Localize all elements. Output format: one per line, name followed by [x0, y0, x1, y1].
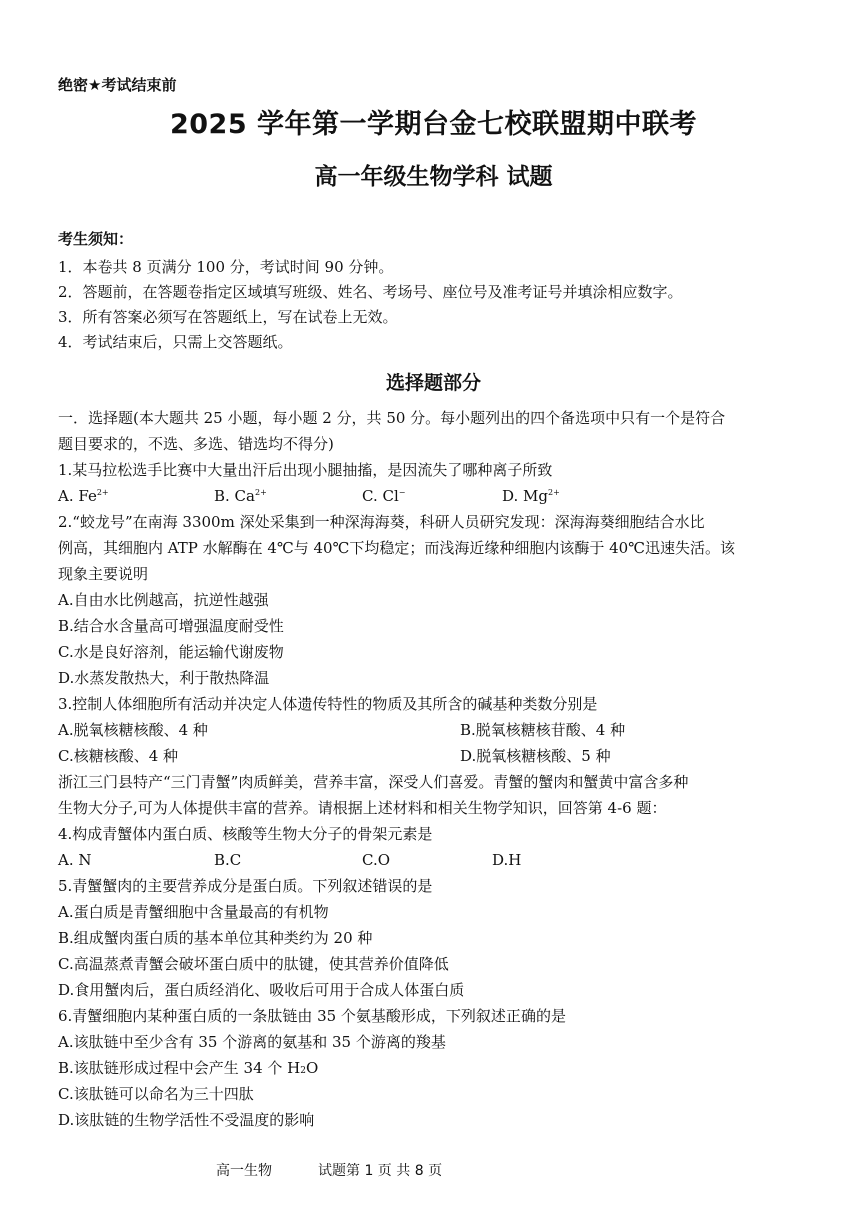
- option-text: C. Cl: [362, 487, 399, 505]
- option-text: A. Fe: [58, 487, 97, 505]
- question-2-option-a: A.自由水比例越高，抗逆性越强: [58, 591, 269, 609]
- question-1-option-b: [214, 486, 267, 506]
- section-title: 选择题部分: [385, 372, 481, 394]
- question-2-stem-line: 2.“蛟龙号”在南海 3300m 深处采集到一种深海海葵，科研人员研究发现：深海海葵细胞结合水比: [58, 513, 705, 531]
- question-2-stem-line: 例高，其细胞内 ATP 水解酶在 4℃与 40℃下均稳定；而浅海近缘种细胞内该酶于 40℃迅速失活。该: [58, 539, 736, 557]
- notice-item: 3．所有答案必须写在答题纸上，写在试卷上无效。: [58, 308, 398, 326]
- option-text: B. Ca: [214, 487, 255, 505]
- question-3-option-a: A.脱氧核糖核酸、4 种: [58, 721, 208, 739]
- question-1-option-a: [58, 486, 109, 506]
- question-6-stem: 6.青蟹细胞内某种蛋白质的一条肽链由 35 个氨基酸形成，下列叙述正确的是: [58, 1007, 566, 1025]
- notice-item: 4．考试结束后，只需上交答题纸。: [58, 333, 293, 351]
- exam-title: 2025 学年第一学期台金七校联盟期中联考: [169, 109, 698, 140]
- subscript: 2: [300, 1066, 306, 1076]
- part-instructions-line: 题目要求的，不选、多选、错选均不得分): [58, 435, 334, 453]
- ion-charge: 2+: [96, 488, 109, 497]
- question-4-stem: 4.构成青蟹体内蛋白质、核酸等生物大分子的骨架元素是: [58, 825, 433, 843]
- notice-item: 2．答题前，在答题卷指定区域填写班级、姓名、考场号、座位号及准考证号并填涂相应数字。: [58, 283, 683, 301]
- question-4-option-d: D.H: [492, 851, 522, 869]
- material-text-line: 浙江三门县特产“三门青蟹”肉质鲜美，营养丰富，深受人们喜爱。青蟹的蟹肉和蟹黄中富含多种: [58, 773, 689, 791]
- question-2-option-b: B.结合水含量高可增强温度耐受性: [58, 617, 284, 635]
- option-text: O: [306, 1059, 319, 1077]
- question-2-option-d: D.水蒸发散热大，利于散热降温: [58, 669, 270, 687]
- notice-heading: 考生须知：: [58, 230, 134, 248]
- footer-subject: 高一生物: [216, 1163, 272, 1179]
- question-1-option-d: [502, 486, 560, 506]
- ion-charge: −: [398, 488, 406, 497]
- question-5-option-d: D.食用蟹肉后，蛋白质经消化、吸收后可用于合成人体蛋白质: [58, 981, 465, 999]
- question-4-option-b: B.C: [214, 851, 242, 869]
- option-text: D. Mg: [502, 487, 548, 505]
- ion-charge: 2+: [254, 488, 267, 497]
- material-text-line: 生物大分子,可为人体提供丰富的营养。请根据上述材料和相关生物学知识，回答第 4-6 题：: [58, 799, 667, 817]
- question-2-option-c: C.水是良好溶剂，能运输代谢废物: [58, 643, 284, 661]
- question-3-stem: 3.控制人体细胞所有活动并决定人体遗传特性的物质及其所含的碱基种类数分别是: [58, 695, 598, 713]
- part-instructions-line: 一．选择题(本大题共 25 小题，每小题 2 分，共 50 分。每小题列出的四个备选项中只有一个是符合: [58, 409, 726, 427]
- question-4-option-a: A. N: [58, 851, 92, 869]
- notice-item: 1．本卷共 8 页满分 100 分，考试时间 90 分钟。: [58, 258, 394, 276]
- question-3-option-c: C.核糖核酸、4 种: [58, 747, 179, 765]
- option-text: B.该肽链形成过程中会产生 34 个 H: [58, 1059, 301, 1077]
- question-5-option-b: B.组成蟹肉蛋白质的基本单位其种类约为 20 种: [58, 929, 373, 947]
- ion-charge: 2+: [548, 488, 560, 497]
- question-2-stem-line: 现象主要说明: [58, 565, 149, 583]
- question-4-option-c: C.O: [362, 851, 391, 869]
- question-5-stem: 5.青蟹蟹肉的主要营养成分是蛋白质。下列叙述错误的是: [58, 877, 433, 895]
- question-6-option-b: [58, 1058, 318, 1078]
- question-3-option-b: B.脱氧核糖核苷酸、4 种: [460, 721, 626, 739]
- question-3-option-d: D.脱氧核糖核酸、5 种: [460, 747, 611, 765]
- question-1-option-c: [362, 486, 405, 506]
- question-5-option-a: A.蛋白质是青蟹细胞中含量最高的有机物: [58, 903, 329, 921]
- confidential-mark: 绝密★考试结束前: [58, 76, 177, 94]
- question-6-option-a: A.该肽链中至少含有 35 个游离的氨基和 35 个游离的羧基: [58, 1033, 446, 1051]
- question-5-option-c: C.高温蒸煮青蟹会破坏蛋白质中的肽键，使其营养价值降低: [58, 955, 449, 973]
- footer-page-number: 试题第 1 页 共 8 页: [318, 1163, 443, 1179]
- question-6-option-c: C.该肽链可以命名为三十四肽: [58, 1085, 254, 1103]
- question-1-stem: 1.某马拉松选手比赛中大量出汗后出现小腿抽搐，是因流失了哪种离子所致: [58, 461, 553, 479]
- question-6-option-d: D.该肽链的生物学活性不受温度的影响: [58, 1111, 315, 1129]
- exam-subtitle: 高一年级生物学科 试题: [314, 164, 553, 190]
